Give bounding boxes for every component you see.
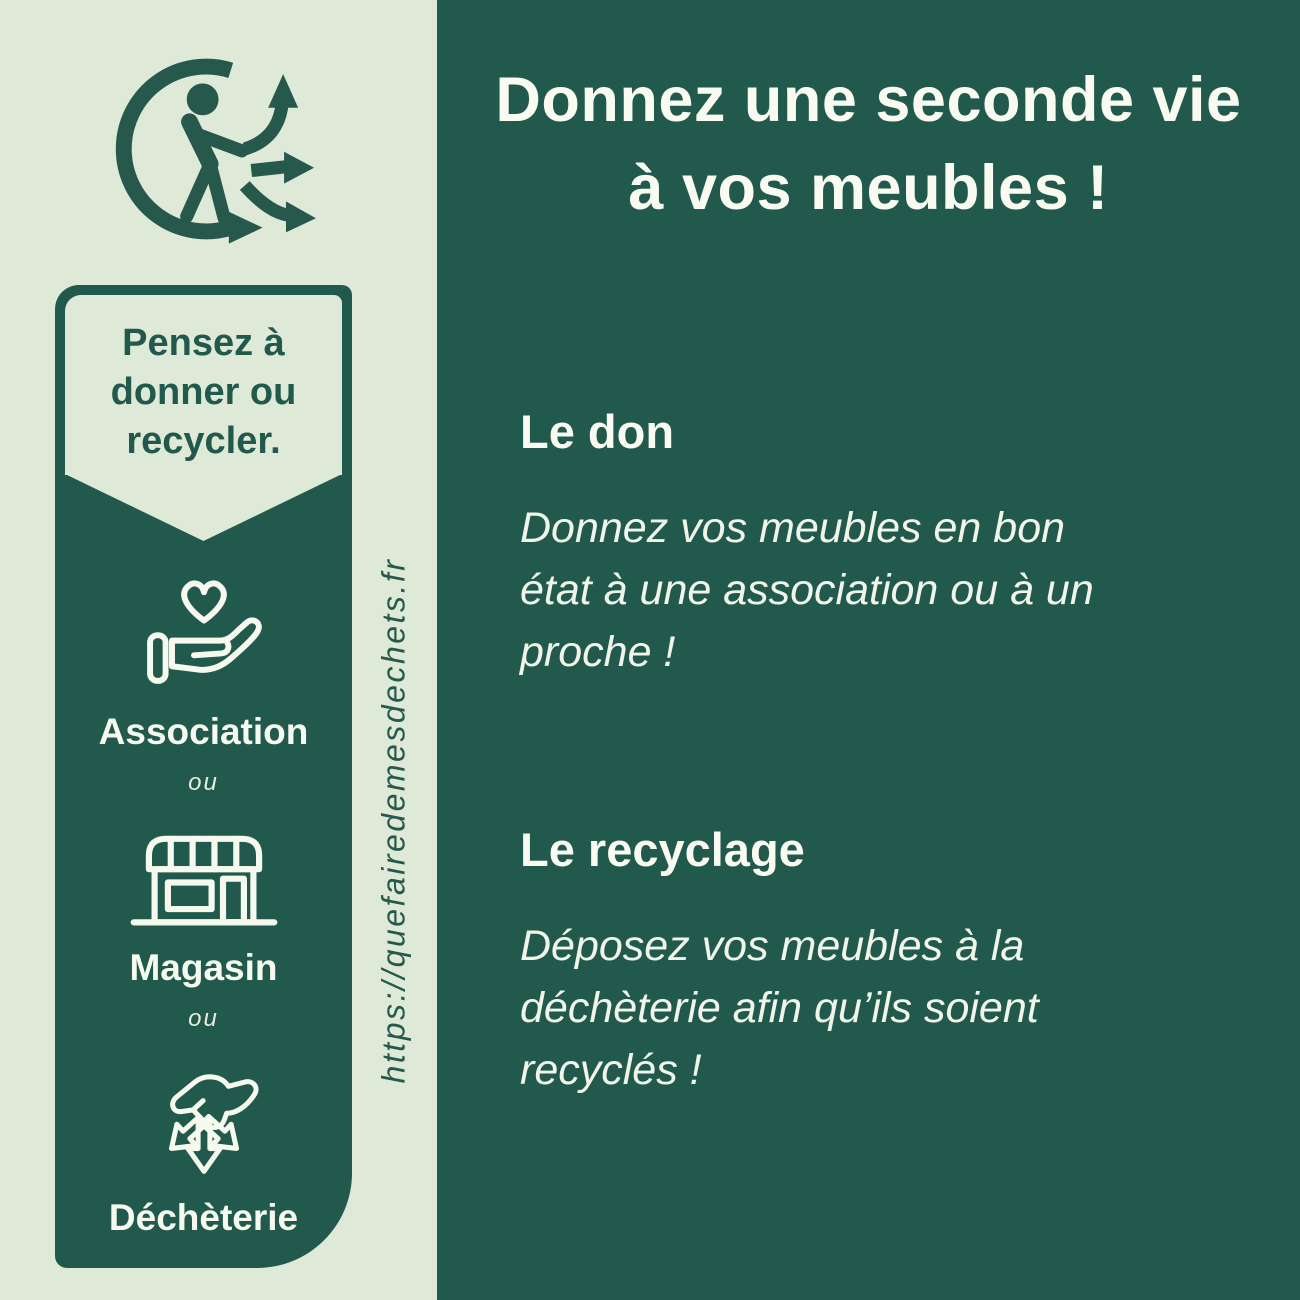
banner-ribbon (65, 295, 342, 475)
right-panel (437, 0, 1300, 1300)
banner-text (111, 305, 297, 466)
banner-ribbon-point (65, 474, 342, 541)
section-body-le-don (520, 497, 1094, 683)
section-le-recyclage (520, 822, 1039, 1101)
page-title (437, 0, 1300, 232)
hand-sorting-arrows-icon (139, 1067, 269, 1189)
body-line: proche ! (520, 628, 676, 676)
heart-in-hand-icon (135, 573, 273, 701)
body-line: état à une association ou à un (520, 566, 1094, 614)
section-body-le-recyclage (520, 915, 1039, 1101)
section-le-don (520, 404, 1094, 683)
vertical-url-strip (348, 470, 440, 1170)
option-label-magasin: Magasin (129, 947, 278, 988)
body-line: Déposez vos meubles à la (520, 922, 1025, 970)
separator-ou: ou (188, 769, 219, 796)
body-line: Donnez vos meubles en bon (520, 504, 1066, 552)
option-label-dechetterie: Déchèterie (108, 1197, 299, 1238)
website-url[interactable]: https://quefairedemesdechets.fr (375, 557, 412, 1083)
option-label-association: Association (98, 711, 309, 752)
body-line: déchèterie afin qu’ils soient (520, 984, 1039, 1032)
storefront-icon (128, 827, 280, 937)
section-heading-le-recyclage: Le recyclage (520, 823, 805, 876)
triman-recycling-logo-icon (92, 46, 317, 252)
banner-line: Pensez à (122, 321, 285, 364)
section-heading-le-don: Le don (520, 405, 675, 458)
options-column (55, 285, 352, 1268)
body-line: recyclés ! (520, 1046, 702, 1094)
page-title-line-2: à vos meubles ! (628, 153, 1109, 223)
page-title-line-1: Donnez une seconde vie (495, 65, 1242, 135)
banner-line: recycler. (126, 419, 281, 462)
banner-line: donner ou (110, 370, 297, 413)
options-stack (55, 541, 352, 1239)
separator-ou: ou (188, 1005, 219, 1032)
